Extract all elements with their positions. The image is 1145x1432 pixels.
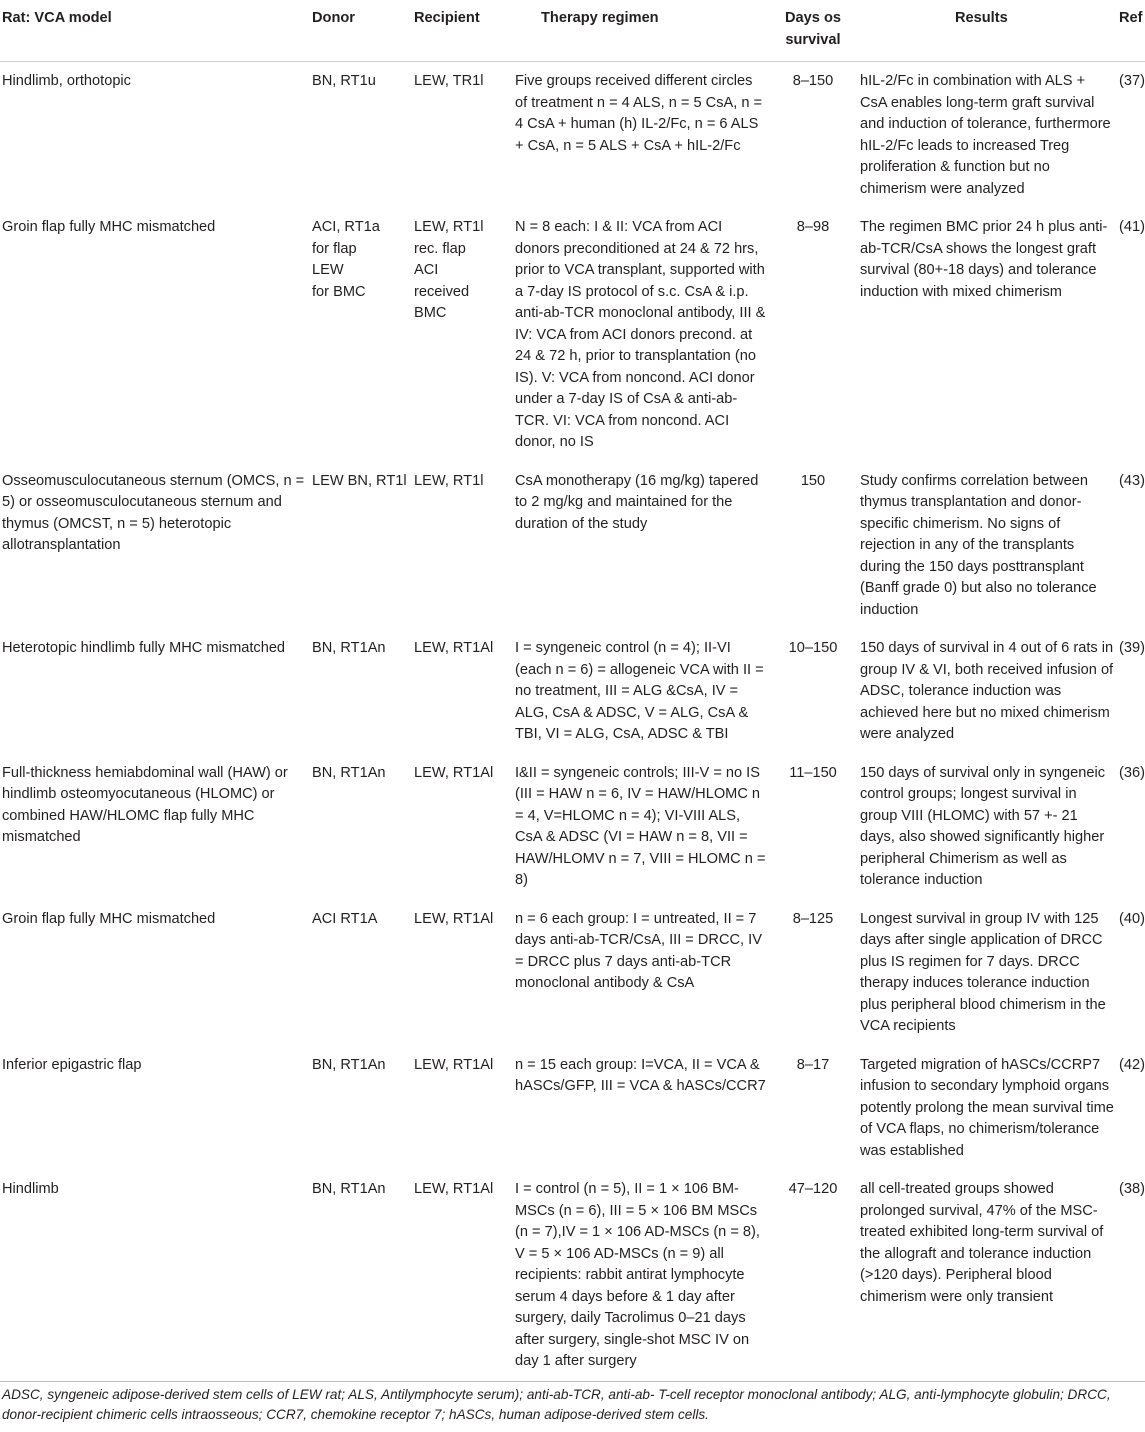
header-therapy: Therapy regimen: [513, 0, 770, 62]
cell-ref: (40): [1119, 910, 1145, 927]
cell-model: Groin flap fully MHC mismatched: [2, 910, 216, 927]
cell-days: 11–150: [789, 764, 837, 781]
cell-recipient: LEW, RT1Al: [414, 1181, 494, 1197]
cell-ref: (37): [1119, 73, 1145, 89]
cell-results: The regimen BMC prior 24 h plus anti-ab-TCR/CsA shows the longest graft survival (80+-18 days) and tolerance induction with mixed chimerism: [860, 219, 1108, 300]
table-row: [0, 62, 1145, 209]
cell-recipient: LEW, TR1l: [414, 73, 484, 89]
cell-therapy: I = syngeneic control (n = 4); II-VI (each n = 6) = allogeneic VCA with II = no treatment, III = ALG &CsA, IV = ALG, CsA & ADSC, V = ALG, CsA & TBI, VI = ALG, CsA, ADSC & TBI: [515, 640, 764, 742]
cell-results: 150 days of survival in 4 out of 6 rats in group IV & VI, both received infusion of ADSC, tolerance induction was achieved here but no mixed chimerism were analyzed: [860, 640, 1114, 742]
cell-recipient: LEW, RT1Al: [414, 1056, 494, 1073]
cell-ref: (38): [1119, 1181, 1145, 1197]
cell-ref: (36): [1119, 764, 1145, 781]
table-footnote: ADSC, syngeneic adipose-derived stem cells of LEW rat; ALS, Antilymphocyte serum); anti-ab-TCR, anti-ab- T-cell receptor monoclonal antibody; ALG, anti-lymphocyte globulin; DRCC, donor-recipient chimeric cells intraosseous; CCR7, chemokine receptor 7; hASCs, human adipose-derived stem cells.: [2, 1387, 1111, 1422]
cell-days: 8–150: [792, 73, 834, 89]
cell-model: Full-thickness hemiabdominal wall (HAW) or hindlimb osteomyocutaneous (HLOMC) or combined HAW/HLOMC flap fully MHC mismatched: [2, 764, 288, 845]
cell-therapy: Five groups received different circles of treatment n = 4 ALS, n = 5 CsA, n = 4 CsA + human (h) IL-2/Fc, n = 6 ALS + CsA, n = 5 ALS + CsA + hIL-2/Fc: [515, 73, 763, 154]
cell-model: Groin flap fully MHC mismatched: [2, 219, 216, 235]
table-row: [0, 1170, 1145, 1381]
cell-model: Heterotopic hindlimb fully MHC mismatched: [2, 640, 286, 656]
cell-results: Longest survival in group IV with 125 days after single application of DRCC plus IS regimen for 7 days. DRCC therapy induces tolerance induction plus peripheral blood chimerism in the VCA recipients: [860, 910, 1106, 1034]
cell-ref: (39): [1119, 640, 1145, 656]
cell-days: 8–125: [792, 910, 834, 927]
header-results: Results: [858, 0, 1119, 62]
cell-days: 150: [800, 472, 826, 489]
footnote-divider: [0, 1381, 1145, 1382]
cell-recipient: LEW, RT1Al: [414, 640, 494, 656]
cell-donor: ACI RT1A: [312, 910, 378, 927]
cell-therapy: n = 15 each group: I=VCA, II = VCA & hASCs/GFP, III = VCA & hASCs/CCR7: [515, 1056, 766, 1094]
cell-model: Inferior epigastric flap: [2, 1056, 142, 1073]
cell-donor: ACI, RT1a for flap LEW for BMC: [312, 219, 380, 300]
header-donor: Donor: [310, 0, 412, 62]
cell-donor: BN, RT1An: [312, 764, 386, 781]
cell-recipient: LEW, RT1l: [414, 472, 484, 489]
cell-days: 8–98: [796, 219, 830, 235]
cell-ref: (41): [1119, 219, 1145, 235]
cell-therapy: I&II = syngeneic controls; III-V = no IS (III = HAW n = 6, IV = HAW/HLOMC n = 4, V=HLOMC n = 4); VI-VIII ALS, CsA & ADSC (VI = HAW n = 8, VII = HAW/HLOMV n = 7, VIII = HLOMC n = 8): [515, 764, 766, 888]
cell-results: all cell-treated groups showed prolonged survival, 47% of the MSC-treated exhibited long-term survival of the allograft and tolerance induction (>120 days). Peripheral blood chimerism were only transient: [860, 1181, 1104, 1305]
header-model: Rat: VCA model: [0, 0, 310, 62]
cell-recipient: LEW, RT1Al: [414, 764, 494, 781]
cell-therapy: I = control (n = 5), II = 1 × 106 BM-MSCs (n = 6), III = 5 × 106 BM MSCs (n = 7),IV = 1 × 106 AD-MSCs (n = 8), V = 5 × 106 AD-MSCs (n = 9) all recipients: rabbit antirat lymphocyte serum 4 days before & 1 day after surgery, daily Tacrolimus 0–21 days after surgery, single-shot MSC IV on day 1 after surgery: [515, 1181, 760, 1369]
table-row: [0, 754, 1145, 900]
cell-donor: BN, RT1u: [312, 73, 376, 89]
table-row: [0, 462, 1145, 630]
cell-results: hIL-2/Fc in combination with ALS + CsA enables long-term graft survival and induction of tolerance, furthermore hIL-2/Fc leads to increased Treg proliferation & function but no chimerism were analyzed: [860, 73, 1111, 197]
cell-donor: BN, RT1An: [312, 640, 386, 656]
cell-recipient: LEW, RT1l rec. flap ACI received BMC: [414, 219, 484, 321]
cell-results: Study confirms correlation between thymus transplantation and donor-specific chimerism. No signs of rejection in any of the transplants during the 150 days posttransplant (Banff grade 0) but also no tolerance induction: [860, 472, 1097, 618]
cell-donor: BN, RT1An: [312, 1181, 386, 1197]
cell-days: 8–17: [796, 1056, 830, 1073]
cell-model: Hindlimb, orthotopic: [2, 73, 131, 89]
cell-model: Hindlimb: [2, 1181, 59, 1197]
header-ref: Ref: [1119, 0, 1145, 62]
cell-results: Targeted migration of hASCs/CCRP7 infusion to secondary lymphoid organs potently prolong the mean survival time of VCA flaps, no chimerism/tolerance was established: [860, 1056, 1114, 1159]
cell-ref: (43): [1119, 472, 1145, 489]
cell-therapy: n = 6 each group: I = untreated, II = 7 days anti-ab-TCR/CsA, III = DRCC, IV = DRCC plus 7 days anti-ab-TCR monoclonal antibody & CsA: [515, 910, 762, 991]
cell-recipient: LEW, RT1Al: [414, 910, 494, 927]
cell-days: 47–120: [788, 1181, 838, 1197]
header-days: Days os survival: [770, 0, 858, 62]
cell-donor: BN, RT1An: [312, 1056, 386, 1073]
table-header-row: [0, 0, 1145, 62]
cell-therapy: CsA monotherapy (16 mg/kg) tapered to 2 mg/kg and maintained for the duration of the study: [515, 472, 759, 532]
table-row: [0, 629, 1145, 754]
cell-therapy: N = 8 each: I & II: VCA from ACI donors preconditioned at 24 & 72 hrs, prior to VCA transplant, supported with a 7-day IS protocol of s.c. CsA & i.p. anti-ab-TCR monoclonal antibody, III & IV: VCA from ACI donors precond. at 24 & 72 h, prior to transplantation (no IS). V: VCA from noncond. ACI donor under a 7-day IS of CsA & anti-ab-TCR. VI: VCA from noncond. ACI donor, no IS: [515, 219, 766, 450]
table-row: [0, 900, 1145, 1046]
cell-model: Osseomusculocutaneous sternum (OMCS, n = 5) or osseomusculocutaneous sternum and thymus (OMCST, n = 5) heterotopic allotransplantation: [2, 472, 305, 553]
cell-ref: (42): [1119, 1056, 1145, 1073]
table-row: [0, 1046, 1145, 1171]
cell-results: 150 days of survival only in syngeneic control groups; longest survival in group VIII (HLOMC) with 57 +- 21 days, also showed significantly higher peripheral Chimerism as well as tolerance induction: [860, 764, 1105, 888]
cell-days: 10–150: [788, 640, 838, 656]
table-row: [0, 208, 1145, 462]
header-recipient: Recipient: [412, 0, 513, 62]
cell-donor: LEW BN, RT1l: [312, 472, 407, 489]
